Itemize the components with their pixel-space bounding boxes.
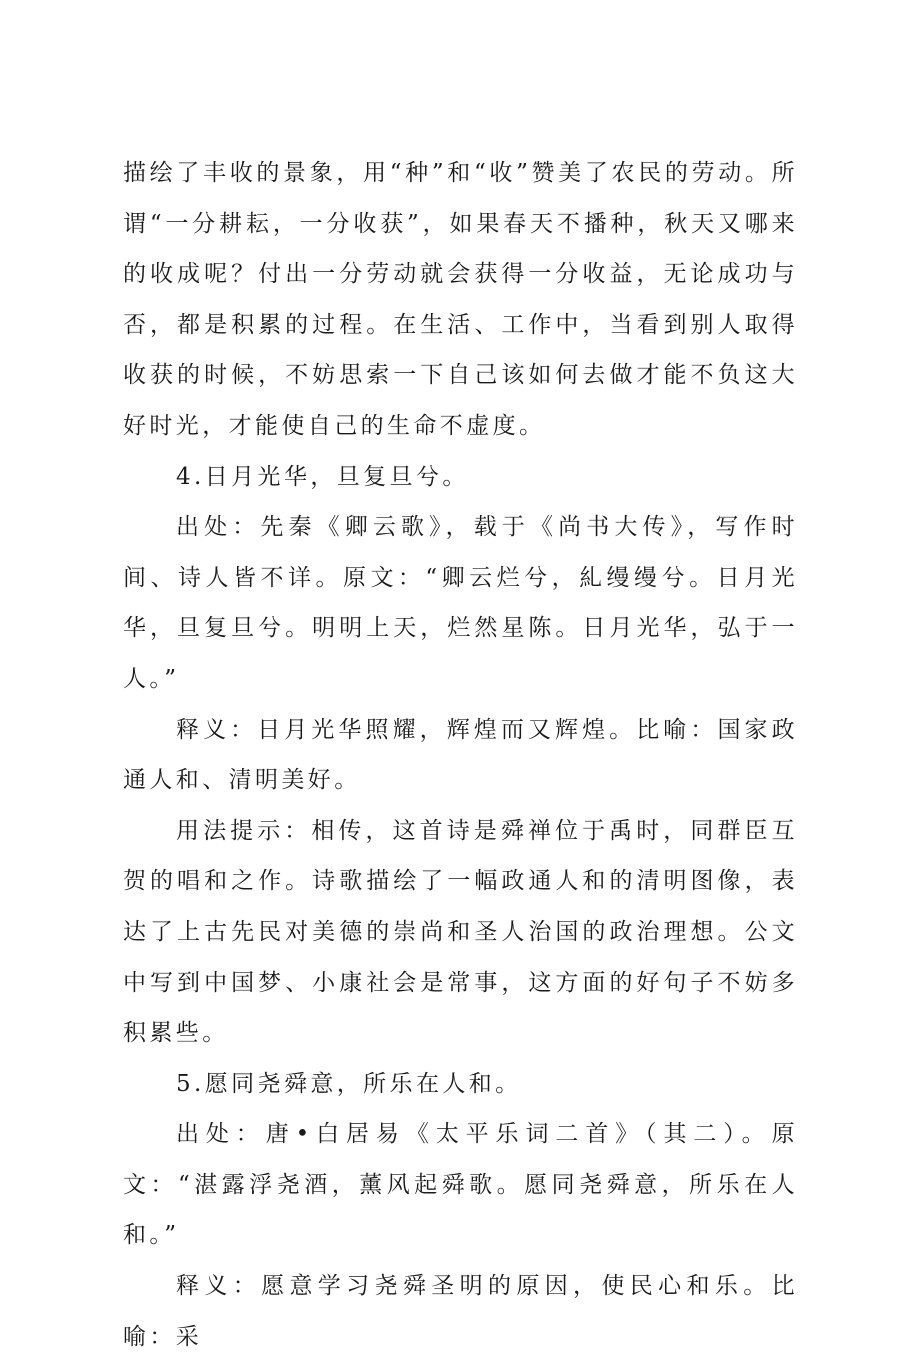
- paragraph-meaning-5: 释义：愿意学习尧舜圣明的原因，使民心和乐。比喻：采: [123, 1273, 798, 1350]
- paragraph-usage-4: 用法提示：相传，这首诗是舜禅位于禹时，同群臣互贺的唱和之作。诗歌描绘了一幅政通人和的清明图像，表达了上古先民对美德的崇尚和圣人治国的政治理想。公文中写到中国梦、小康社会是常事，这方面的好句子不妨多积累些。: [123, 817, 798, 1047]
- paragraph-source-4: 出处：先秦《卿云歌》，载于《尚书大传》，写作时间、诗人皆不详。原文：“卿云烂兮，糺缦缦兮。日月光华，旦复旦兮。明明上天，烂然星陈。日月光华，弘于一人。”: [123, 514, 798, 692]
- paragraph-continuation: 描绘了丰收的景象，用“种”和“收”赞美了农民的劳动。所谓“一分耕耘，一分收获”，如果春天不播种，秋天又哪来的收成呢？付出一分劳动就会获得一分收益，无论成功与否，都是积累的过程。在生活、工作中，当看到别人取得收获的时候，不妨思索一下自己该如何去做才能不负这大好时光，才能使自己的生命不虚度。: [123, 160, 798, 439]
- heading-item-5: 5.愿同尧舜意，所乐在人和。: [176, 1070, 522, 1097]
- paragraph-source-5: 出处：唐•白居易《太平乐词二首》（其二）。原文：“湛露浮尧酒，薰风起舜歌。愿同尧舜意，所乐在人和。”: [123, 1121, 798, 1249]
- heading-item-4: 4.日月光华，旦复旦兮。: [176, 463, 469, 490]
- paragraph-meaning-4: 释义：日月光华照耀，辉煌而又辉煌。比喻：国家政通人和、清明美好。: [123, 716, 798, 794]
- document-body: [123, 148, 798, 1362]
